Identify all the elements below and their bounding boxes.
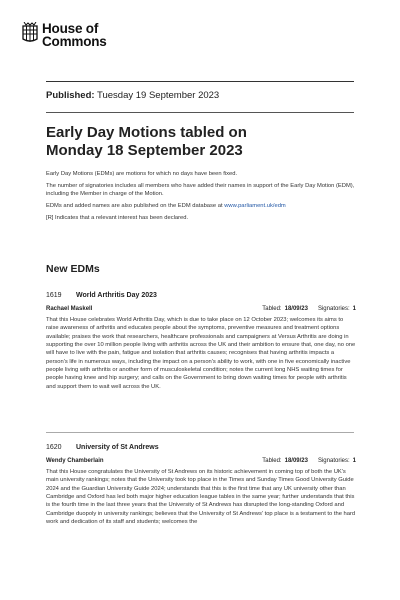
intro-p3-text: EDMs and added names are also published on the EDM database at [46,203,225,210]
published-date: Tuesday 19 September 2023 [97,90,220,101]
edm-text: That this House celebrates World Arthritis Day, which is due to take place on 12 October 2023; welcomes its aims to raise awareness of arthritis and educates people about the symptoms, preventive measures and treatment options available; praises the work that researchers, healthcare professionals and campaigners at Versus Arthritis are doing in supporting the over 10 million people living with arthritis across the UK and their ambition to ensure that, one day, no one will have to live with the pain, fatigue and isolation that arthritis causes; recognises that having arthritis impacts a person's life in numerous ways, including the impact on a person's ability to work, with one in five economically inactive people living with arthritis or another form of musculoskeletal condition; notes the current long NHS waiting times for people having knee and hip surgery; and calls on the Government to bring down waiting times for people with arthritis and support them to wait well across the UK. [46,317,356,390]
edm-meta [46,458,356,464]
edm-header [46,444,356,451]
portcullis-icon [22,22,38,44]
edm-item [46,292,356,391]
edm-number: 1620 [46,444,62,451]
title-line2: Monday 18 September 2023 [46,142,243,159]
edm-tabled-info [259,458,356,464]
intro-paragraph-3 [46,202,356,210]
section-heading: New EDMs [46,263,100,275]
edm-divider [46,432,354,433]
house-of-commons-logo [22,22,107,48]
tabled-date: 18/09/23 [284,306,308,312]
published-rule [46,112,354,113]
logo-line2: Commons [42,34,107,49]
signatories-label: Signatories: [317,458,350,464]
published-line [46,90,219,101]
top-rule [46,81,354,82]
logo-line1: House of [42,21,99,36]
edm-author: Wendy Chamberlain [46,458,104,464]
edm-item [46,444,356,526]
intro-paragraph-2: The number of signatories includes all members who have added their names in support of the Early Day Motion (EDM), including the Member in charge of the Motion. [46,182,355,198]
tabled-label: Tabled: [262,458,282,464]
signatories-label: Signatories: [317,306,350,312]
logo-text [42,22,107,48]
published-label: Published: [46,90,95,101]
intro-paragraph-1: Early Day Motions (EDMs) are motions for which no days have been fixed. [46,171,238,177]
title-line1: Early Day Motions tabled on [46,124,247,141]
signatories-count: 1 [352,306,356,312]
signatories-count: 1 [352,458,356,464]
tabled-label: Tabled: [262,306,282,312]
edm-tabled-info [259,306,356,312]
edm-meta [46,306,356,312]
edm-number: 1619 [46,292,62,299]
page-title [46,124,356,160]
edm-title: World Arthritis Day 2023 [76,292,157,299]
tabled-date: 18/09/23 [284,458,308,464]
edm-author: Rachael Maskell [46,306,93,312]
intro-section [46,170,356,226]
intro-paragraph-4: [R] Indicates that a relevant interest has been declared. [46,214,189,221]
edm-header [46,292,356,299]
edm-title: University of St Andrews [76,444,159,451]
edm-database-link[interactable]: www.parliament.uk/edm [224,203,286,210]
edm-text: That this House congratulates the University of St Andrews on its historic achievement in coming top of both the UK's main university rankings; notes that the University took top place in the Times and Sunday Times Good University Guide 2024 and the Guardian University Guide 2024; understands that this is the first time that any UK university other than Cambridge and Oxford has led both major higher education league tables in the same year; further understands that this is the fourth time in the last three years that the University of St Andrews has disrupted the long-standing Oxford and Cambridge duopoly in university rankings; believes that the University of St Andrews' top place is a testament to the hard work and dedication of its staff and students; welcomes the [46,469,356,526]
